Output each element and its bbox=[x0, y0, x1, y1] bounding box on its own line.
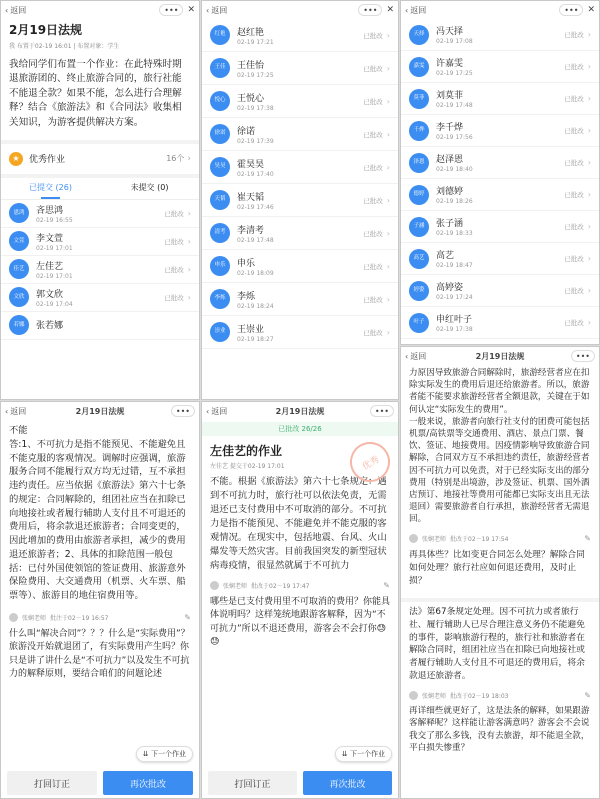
chevron-left-icon: ‹ bbox=[206, 406, 210, 416]
chevron-right-icon: › bbox=[587, 190, 591, 199]
more-button[interactable]: ••• bbox=[358, 4, 382, 16]
chevron-right-icon: › bbox=[386, 162, 390, 172]
list-item[interactable]: 申乐 申乐 02-19 18:09 已批改 › bbox=[202, 250, 398, 283]
back-button[interactable]: ‹ 返回 bbox=[405, 5, 427, 15]
avatar: 天择 bbox=[409, 25, 429, 45]
chevron-left-icon: ‹ bbox=[405, 351, 409, 361]
chevron-left-icon: ‹ bbox=[5, 406, 9, 416]
page-title: 2月19日法规 bbox=[75, 406, 125, 416]
chevron-left-icon: ‹ bbox=[206, 5, 210, 15]
back-button[interactable]: ‹ 返回 bbox=[5, 406, 27, 416]
answer-text: 不能 答:1、不可抗力是指不能预见、不能避免且不能克服的客观情况。调解时应强调，旅游服务合同不能履行双方均无过错，互不承担违约责任。应当依据《旅游法》第六十七条的规定：合同解除的，组团社应当在扣除已向地接社或者履行辅助人支付且不可退还的费用后，将余款退还旅游者；合同变更的，因此增加的费用由旅游者承担，减少的费用退还旅游者；2、具体的扣除范围一般包括：已付外国使领馆的签证费用、旅游意外保险费用、大交通费用（机票、火车票、船票等）、旅游目的地住宿费用等。 bbox=[9, 425, 186, 601]
chevron-right-icon: › bbox=[386, 30, 390, 40]
tab-submitted[interactable]: 已提交 (26) bbox=[1, 177, 100, 199]
list-item[interactable]: 悦心 王悦心 02-19 17:38 已批改 › bbox=[202, 85, 398, 118]
more-button[interactable]: ••• bbox=[571, 350, 595, 362]
back-button[interactable]: ‹ 返回 bbox=[5, 5, 27, 15]
avatar: 婷姿 bbox=[409, 281, 429, 301]
chevron-right-icon: › bbox=[587, 62, 591, 71]
close-icon[interactable]: ✕ bbox=[187, 5, 195, 15]
chevron-right-icon: › bbox=[587, 318, 591, 327]
avatar: 红艳 bbox=[210, 25, 230, 45]
avatar: 泽恩 bbox=[409, 153, 429, 173]
edit-icon[interactable]: ✎ bbox=[584, 533, 591, 543]
work-title: 左佳艺的作业 bbox=[210, 444, 283, 458]
chevron-right-icon: › bbox=[587, 126, 591, 135]
retry-button[interactable]: 打回订正 bbox=[7, 771, 97, 795]
status-bar: 已批改 26/26 bbox=[202, 422, 398, 436]
panel-student-list-right bbox=[400, 0, 600, 345]
more-button[interactable]: ••• bbox=[159, 4, 183, 16]
avatar: 王佳 bbox=[210, 58, 230, 78]
avatar: 子涵 bbox=[409, 217, 429, 237]
list-item[interactable]: 王佳 王佳怡 02-19 17:25 已批改 › bbox=[202, 52, 398, 85]
page-title: 2月19日法规 bbox=[475, 351, 525, 361]
chevron-right-icon: › bbox=[386, 294, 390, 304]
list-item[interactable]: 德婷 刘德婷 02-19 18:26 已批改 › bbox=[401, 179, 599, 211]
retry-button[interactable]: 打回订正 bbox=[208, 771, 297, 795]
chevron-right-icon: › bbox=[587, 222, 591, 231]
chevron-right-icon: › bbox=[587, 286, 591, 295]
teacher-comment-2: 再详细些就更好了，这是法条的解释，如果跟游客解释呢？这样能让游客满意吗？游客会不会说我交了那么多钱，没有去旅游，却不能退全款，平白损失惨重？ bbox=[409, 705, 590, 754]
student-list bbox=[202, 19, 398, 349]
chevron-right-icon: › bbox=[587, 158, 591, 167]
avatar: 恩鸿 bbox=[9, 203, 29, 223]
chevron-right-icon: › bbox=[386, 228, 390, 238]
chevron-right-icon: › bbox=[187, 292, 191, 302]
teacher-meta: 张娴老师 批改于02－19 17:47 ✎ bbox=[202, 581, 398, 590]
chevron-right-icon: › bbox=[386, 261, 390, 271]
avatar: 莫菲 bbox=[409, 89, 429, 109]
list-item[interactable]: 清考 李清考 02-19 17:48 已批改 › bbox=[202, 217, 398, 250]
excellent-stamp: 优秀 bbox=[343, 435, 398, 490]
back-button[interactable]: ‹ 返回 bbox=[206, 406, 228, 416]
chevron-left-icon: ‹ bbox=[405, 5, 409, 15]
avatar: 崇业 bbox=[210, 322, 230, 342]
avatar: 德婷 bbox=[409, 185, 429, 205]
list-item[interactable]: 高艺 高艺 02-19 18:47 已批改 › bbox=[401, 243, 599, 275]
teacher-comment: 什么叫“解决合同”？？？什么是“实际费用”？旅游没开始就退团了，有实际费用产生吗？你只是讲了讲什么是“不可抗力”以及发生不可抗力的解释原则，要结合咱们的问题论述 bbox=[9, 628, 190, 680]
assign-meta: 我 布置于02-19 16:01 | 布置对象：学生 bbox=[9, 43, 120, 50]
list-item[interactable]: 子涵 张子涵 02-19 18:33 已批改 › bbox=[401, 211, 599, 243]
student-list bbox=[1, 200, 199, 340]
action-bar bbox=[202, 768, 398, 798]
list-item[interactable]: 徐诺 徐诺 02-19 17:39 已批改 › bbox=[202, 118, 398, 151]
teacher-meta: 张娴老师 批改于02－19 18:03 ✎ bbox=[401, 691, 599, 700]
panel-student-list-middle bbox=[201, 0, 399, 400]
list-item[interactable]: 若娜 张若娜 bbox=[1, 312, 199, 340]
excellent-count: 16个 bbox=[166, 154, 185, 164]
recheck-button[interactable]: 再次批改 bbox=[303, 771, 392, 795]
edit-icon[interactable]: ✎ bbox=[584, 690, 591, 700]
avatar: 叶子 bbox=[409, 313, 429, 333]
answer-text: 不能。根据《旅游法》第六十七条规定：遇到不可抗力时，旅行社可以依法免责，无需退还已支付费用中不可取消的部分。不可抗力是指不能预见、不能避免并不能克服的客观情况。在现实中，包括地震、台风、火山爆发等天然灾害。目前我国突发的新型冠状病毒疫情，很显然就属于不可抗力 bbox=[210, 476, 387, 571]
top-bar bbox=[202, 402, 398, 420]
avatar bbox=[409, 534, 418, 543]
more-button[interactable]: ••• bbox=[559, 4, 583, 16]
teacher-comment: 再具体些？比如变更合同怎么处理？解除合同如何处理？旅行社应如何退还费用，及时止损？ bbox=[409, 549, 585, 587]
top-bar bbox=[202, 1, 398, 19]
answer-text: 力原因导致旅游合同解除时，旅游经营者应在扣除实际发生的费用后退还给旅游者。所以，旅游者能不能要求旅游经营者全额退款，关键在于如何认定“实际发生的费用”。 一般来说，旅游者向旅行社支付的团费可能包括机票/高铁票等交通费用、酒店、景点门票、餐饮、签证、地接费用。因疫情影响导致旅游合同解除，合同双方互不承担违约责任，旅游经营者因不可抗力可以免责，对于已经实际支出的部分费用（特别是出境游，涉及签证、机票、国外酒店预订、地接社等费用可能都已实际支出且无法退回）需要旅游者自行承担，旅游经营者无需退回。 bbox=[409, 368, 590, 525]
avatar: 昊昊 bbox=[210, 157, 230, 177]
chevron-right-icon: › bbox=[587, 254, 591, 263]
close-icon[interactable]: ✕ bbox=[587, 5, 595, 15]
submission-tabs bbox=[1, 178, 199, 200]
tab-unsubmitted[interactable]: 未提交 (0) bbox=[130, 183, 169, 193]
list-item[interactable]: 红艳 赵红艳 02-19 17:21 已批改 › bbox=[202, 19, 398, 52]
avatar: 千烨 bbox=[409, 121, 429, 141]
excellent-label: 优秀作业 bbox=[29, 155, 66, 166]
recheck-button[interactable]: 再次批改 bbox=[103, 771, 193, 795]
list-item[interactable]: 昊昊 霍昊昊 02-19 17:40 已批改 › bbox=[202, 151, 398, 184]
chevron-right-icon: › bbox=[587, 94, 591, 103]
submitter-meta: 左佳艺 提交于02-19 17:01 bbox=[210, 463, 285, 470]
panel-work-review-middle bbox=[201, 401, 399, 799]
student-list bbox=[401, 19, 599, 339]
list-item[interactable]: 文欣 郭文欣 02-19 17:04 已批改 › bbox=[1, 284, 199, 312]
chevron-left-icon: ‹ bbox=[5, 5, 9, 15]
chevron-right-icon: › bbox=[187, 236, 191, 246]
avatar: 文萱 bbox=[9, 231, 29, 251]
avatar: 嘉雯 bbox=[409, 57, 429, 77]
avatar: 悦心 bbox=[210, 91, 230, 111]
avatar bbox=[409, 691, 418, 700]
avatar: 申乐 bbox=[210, 256, 230, 276]
list-item[interactable]: 莫菲 刘莫菲 02-19 17:48 已批改 › bbox=[401, 83, 599, 115]
avatar bbox=[210, 581, 219, 590]
answer-text-2: 法》第67条规定处理。因不可抗力或者旅行社、履行辅助人已尽合理注意义务仍不能避免的事件，影响旅游行程的，旅行社和旅游者在解除合同时，组团社应当在扣除已向地接社或者履行辅助人支付且不可退还的费用后，将余款退还旅游者。 bbox=[409, 607, 585, 681]
list-item[interactable]: 泽恩 赵泽恩 02-19 18:40 已批改 › bbox=[401, 147, 599, 179]
avatar bbox=[9, 613, 18, 622]
chevrons-down-icon: ⇊ bbox=[341, 750, 348, 758]
edit-icon[interactable]: ✎ bbox=[383, 580, 390, 590]
chevron-right-icon: › bbox=[386, 63, 390, 73]
avatar: 佳艺 bbox=[9, 259, 29, 279]
list-item[interactable]: 天韬 崔天韬 02-19 17:46 已批改 › bbox=[202, 184, 398, 217]
avatar: 李烁 bbox=[210, 289, 230, 309]
list-item[interactable]: 婷姿 高婷姿 02-19 17:24 已批改 › bbox=[401, 275, 599, 307]
page-title: 2月19日法规 bbox=[9, 23, 83, 37]
chevron-right-icon: › bbox=[386, 96, 390, 106]
page-title: 2月19日法规 bbox=[275, 406, 325, 416]
chevron-right-icon: › bbox=[386, 327, 390, 337]
list-item[interactable]: 叶子 申红叶子 02-19 17:38 已批改 › bbox=[401, 307, 599, 339]
edit-icon[interactable]: ✎ bbox=[184, 612, 191, 622]
avatar: 天韬 bbox=[210, 190, 230, 210]
teacher-comment: 哪些是已支付费用里不可取消的费用？你能具体说明吗？这样笼统地跟游客解释，因为“不可抗力”所以不退还费用，游客会不会打你😓😓 bbox=[210, 596, 391, 648]
list-item[interactable]: 恩鸿 吝思鸿 02-19 16:55 已批改 › bbox=[1, 200, 199, 228]
back-button[interactable]: ‹ 返回 bbox=[405, 351, 427, 361]
chevron-right-icon: › bbox=[386, 195, 390, 205]
chevron-right-icon: › bbox=[187, 153, 191, 164]
next-work-button[interactable]: ⇊ 下一个作业 bbox=[335, 746, 392, 762]
panel-homework-detail bbox=[0, 0, 200, 400]
panel-work-review-right bbox=[400, 346, 600, 799]
next-work-button[interactable]: ⇊ 下一个作业 bbox=[136, 746, 193, 762]
list-item[interactable]: 天择 冯天择 02-19 17:08 已批改 › bbox=[401, 19, 599, 51]
top-bar bbox=[401, 347, 599, 365]
avatar: 高艺 bbox=[409, 249, 429, 269]
medal-icon: ★ bbox=[9, 152, 23, 166]
action-bar bbox=[1, 768, 199, 798]
avatar: 文欣 bbox=[9, 287, 29, 307]
avatar: 若娜 bbox=[9, 315, 29, 335]
teacher-meta: 张娴老师 批注于02－19 16:57 ✎ bbox=[1, 613, 199, 622]
chevrons-down-icon: ⇊ bbox=[142, 750, 149, 758]
list-item[interactable]: 佳艺 左佳艺 02-19 17:01 已批改 › bbox=[1, 256, 199, 284]
chevron-right-icon: › bbox=[187, 208, 191, 218]
list-item[interactable]: 崇业 王崇业 02-19 18:27 已批改 › bbox=[202, 316, 398, 349]
homework-prompt: 我给同学们布置一个作业：在此特殊时期退旅游团的、终止旅游合同的，旅行社能不能退全款？如果不能，怎么进行合理解释？结合《旅游法》和《合同法》收集相关知识，为游客提供解决方案。 bbox=[9, 59, 182, 128]
top-bar bbox=[1, 402, 199, 420]
top-bar bbox=[1, 1, 199, 19]
list-item[interactable]: 文萱 李文萱 02-19 17:01 已批改 › bbox=[1, 228, 199, 256]
close-icon[interactable]: ✕ bbox=[386, 5, 394, 15]
top-bar bbox=[401, 1, 599, 19]
more-button[interactable]: ••• bbox=[370, 405, 394, 417]
more-button[interactable]: ••• bbox=[171, 405, 195, 417]
chevron-right-icon: › bbox=[386, 129, 390, 139]
teacher-meta: 张娴老师 批改于02－19 17:54 ✎ bbox=[401, 534, 599, 543]
list-item[interactable]: 千烨 李千烨 02-19 17:56 已批改 › bbox=[401, 115, 599, 147]
list-item[interactable]: 嘉雯 许嘉雯 02-19 17:25 已批改 › bbox=[401, 51, 599, 83]
avatar: 徐诺 bbox=[210, 124, 230, 144]
chevron-right-icon: › bbox=[587, 30, 591, 39]
chevron-right-icon: › bbox=[187, 264, 191, 274]
avatar: 清考 bbox=[210, 223, 230, 243]
excellent-works-row[interactable] bbox=[1, 144, 199, 174]
panel-work-review-left bbox=[0, 401, 200, 799]
back-button[interactable]: ‹ 返回 bbox=[206, 5, 228, 15]
list-item[interactable]: 李烁 李烁 02-19 18:24 已批改 › bbox=[202, 283, 398, 316]
